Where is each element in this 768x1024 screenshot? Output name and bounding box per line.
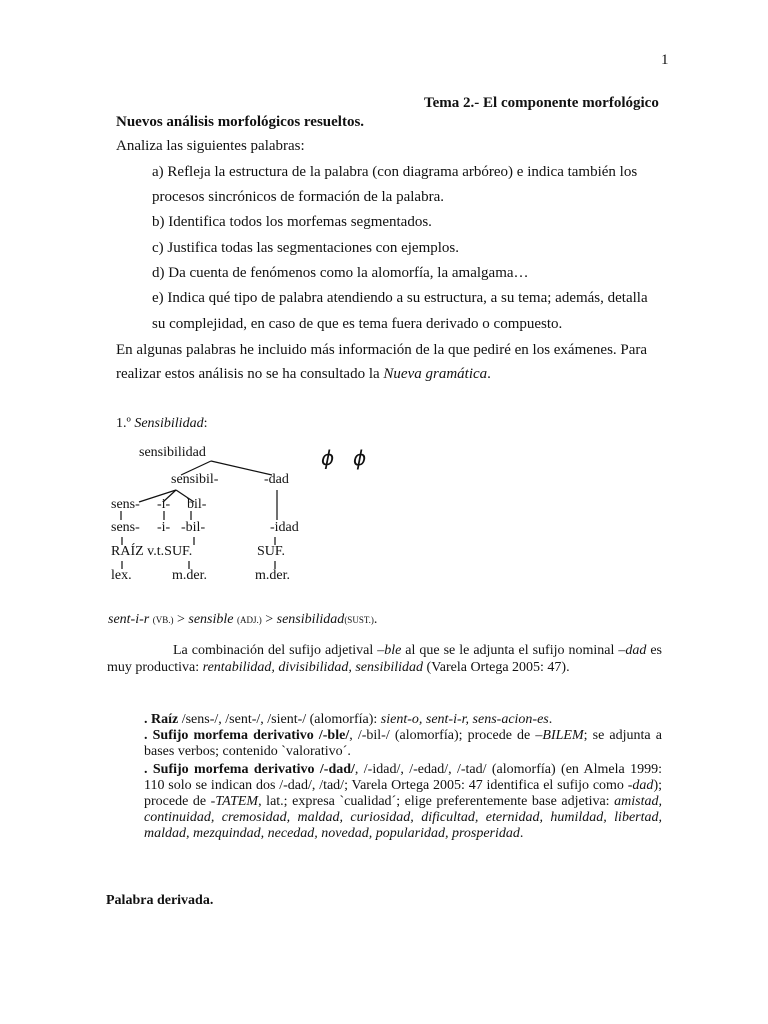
tree-lex-label: lex. bbox=[111, 568, 132, 583]
page-number: 1 bbox=[661, 52, 669, 68]
item-heading: 1.º Sensibilidad: bbox=[116, 416, 208, 431]
tree-stem-label: sensibil- bbox=[171, 472, 219, 487]
tree-idad-label: -idad bbox=[270, 520, 299, 535]
tree-bil-label: bil- bbox=[187, 497, 207, 512]
task-e-line2: su complejidad, en caso de que es tema fuera derivado o compuesto. bbox=[152, 316, 563, 332]
note-line2: realizar estos análisis no se ha consultado la Nueva gramática. bbox=[116, 366, 491, 382]
handwritten-mark-1: ɸ bbox=[321, 446, 335, 470]
tree-suf2-label: SUF. bbox=[257, 544, 286, 559]
task-d: d) Da cuenta de fenómenos como la alomorfía, la amalgama… bbox=[152, 265, 529, 281]
tree-sens2-label: sens- bbox=[111, 520, 140, 535]
tree-mder1-label: m.der. bbox=[172, 568, 207, 583]
tree-dad-label: -dad bbox=[264, 472, 289, 487]
item-word: Sensibilidad bbox=[134, 416, 204, 431]
tree-bil2-label: -bil- bbox=[181, 520, 206, 535]
derivation-line: sent-i-r (VB.) > sensible (ADJ.) > sensibilidad(SUST.). bbox=[108, 612, 378, 627]
intro-text: Analiza las siguientes palabras: bbox=[116, 138, 305, 154]
task-c: c) Justifica todas las segmentaciones con ejemplos. bbox=[152, 240, 459, 256]
tree-sens-label: sens- bbox=[111, 497, 140, 512]
tree-root-label: sensibilidad bbox=[139, 445, 206, 460]
book-title: Nueva gramática bbox=[383, 366, 488, 382]
handwritten-mark-2: ϕ bbox=[353, 446, 367, 470]
note-line1: En algunas palabras he incluido más información de la que pediré en los exámenes. Para bbox=[116, 342, 648, 358]
task-a-line1: a) Refleja la estructura de la palabra (con diagrama arbóreo) e indica también los bbox=[152, 164, 638, 180]
task-a-line2: procesos sincrónicos de formación de la palabra. bbox=[152, 189, 444, 205]
task-e-line1: e) Indica qué tipo de palabra atendiendo a su estructura, a su tema; además, detalla bbox=[152, 290, 648, 306]
bullet-dad: . Sufijo morfema derivativo /-dad/, /-idad/, /-edad/, /-tad/ (alomorfía) (en Almela 1999: 110 solo se indican dos /-dad/, /tad/; Varela Ortega 2005: 47 identifica el sufijo como -dad); procede de -TATEM, lat.; expresa `cualidad´; elige preferentemente base adjetiva: amistad, continuidad, cremosidad, maldad, curiosidad, dificultad, eternidad, humildad, libertad, maldad, mezquindad, necedad, novedad, popularidad, prosperidad. bbox=[144, 762, 662, 841]
tree-i2-label: -i- bbox=[157, 520, 171, 535]
conclusion: Palabra derivada. bbox=[106, 893, 214, 908]
task-b: b) Identifica todos los morfemas segmentados. bbox=[152, 214, 432, 230]
bullet-ble: . Sufijo morfema derivativo /-ble/, /-bil-/ (alomorfía); procede de –BILEM; se adjunta a bases verbos; contenido `valorativo´. bbox=[144, 728, 662, 759]
section-title: Nuevos análisis morfológicos resueltos. bbox=[116, 114, 365, 130]
tree-i-label: -i- bbox=[157, 497, 171, 512]
tree-branch-root-dad bbox=[211, 461, 272, 475]
tree-raiz-label: RAÍZ v.t.SUF. bbox=[111, 544, 193, 559]
tree-mder2-label: m.der. bbox=[255, 568, 290, 583]
combination-paragraph: La combinación del sufijo adjetival –ble al que se le adjunta el sufijo nominal –dad es muy productiva: rentabilidad, divisibilidad, sensibilidad (Varela Ortega 2005: 47). bbox=[107, 643, 662, 675]
chapter-header: Tema 2.- El componente morfológico bbox=[424, 95, 659, 111]
bullet-raiz: . Raíz /sens-/, /sent-/, /sient-/ (alomorfía): sient-o, sent-i-r, sens-acion-es. bbox=[144, 712, 553, 727]
